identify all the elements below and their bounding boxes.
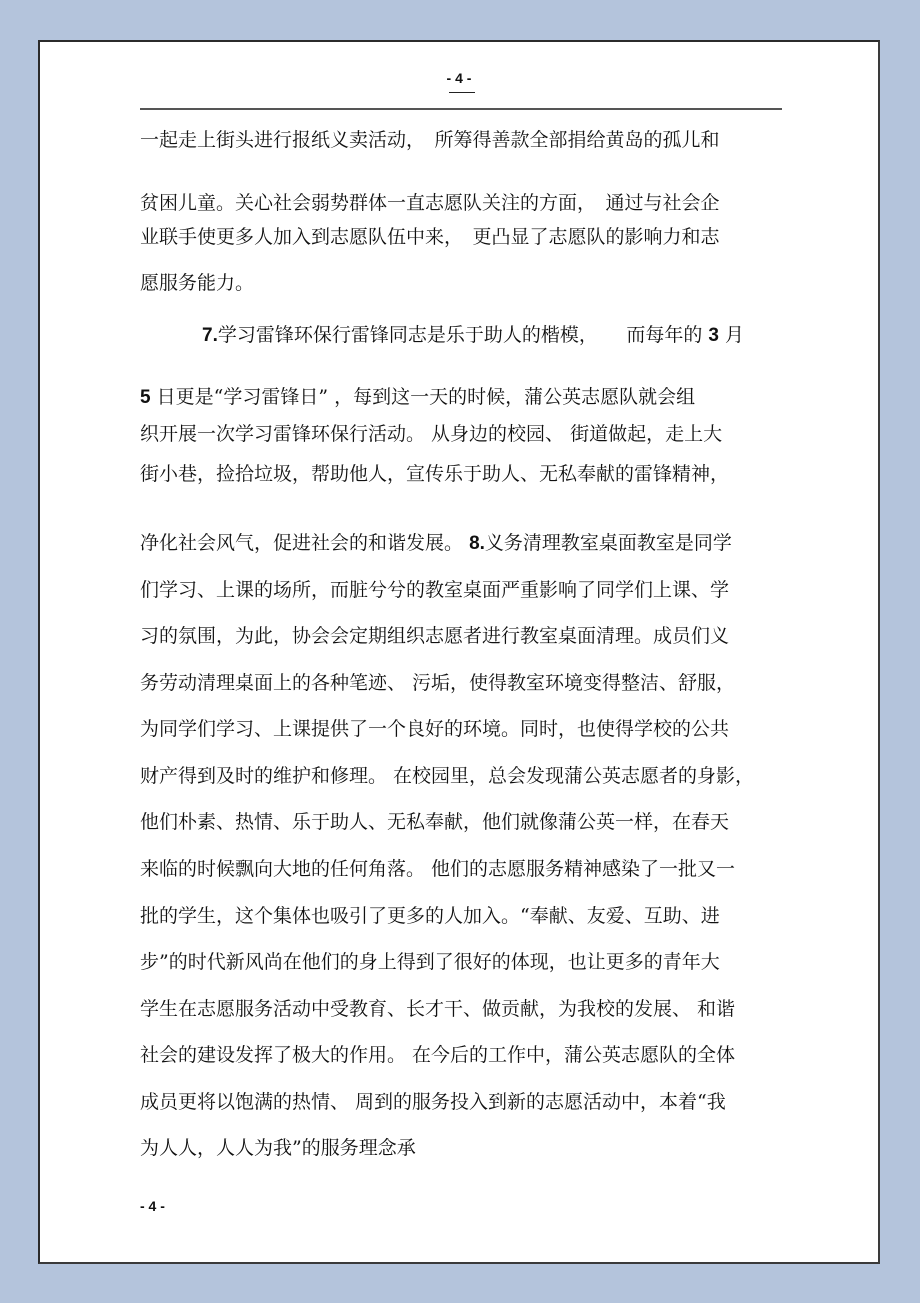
- text-line: 习的氛围，为此，协会会定期组织志愿者进行教室桌面清理。成员们义: [140, 625, 730, 647]
- text-line: [140, 531, 790, 556]
- inline-number: 5: [140, 387, 151, 408]
- inline-number: 3: [708, 325, 719, 346]
- document-page: [38, 40, 880, 1264]
- text-line: 来临的时候飘向大地的任何角落。 他们的志愿服务精神感染了一批又一: [140, 858, 736, 880]
- text-span: 义务清理教室桌面教室是同学: [484, 532, 732, 554]
- text-line: 街小巷，捡拾垃圾，帮助他人，宣传乐于助人、无私奉献的雷锋精神，: [140, 463, 730, 485]
- text-line: 步”的时代新风尚在他们的身上得到了很好的体现，也让更多的青年大: [140, 951, 720, 973]
- text-line: 社会的建设发挥了极大的作用。 在今后的工作中，蒲公英志愿队的全体: [140, 1044, 736, 1066]
- item-number: 8.: [469, 533, 485, 554]
- text-line: 批的学生，这个集体也吸引了更多的人加入。“奉献、友爱、互助、进: [140, 905, 720, 927]
- text-line: [202, 323, 802, 348]
- text-line: [140, 385, 790, 410]
- header-number-underline: [449, 92, 475, 93]
- text-line: 财产得到及时的维护和修理。 在校园里，总会发现蒲公英志愿者的身影，: [140, 765, 755, 787]
- footer-page-number: - 4 -: [140, 1198, 165, 1214]
- text-line: 为同学们学习、上课提供了一个良好的环境。同时，也使得学校的公共: [140, 718, 730, 740]
- text-line: 为人人，人人为我”的服务理念承: [140, 1137, 416, 1159]
- text-line: 贫困儿童。关心社会弱势群体一直志愿队关注的方面， 通过与社会企: [140, 192, 720, 214]
- text-line: 学生在志愿服务活动中受教育、长才干、做贡献，为我校的发展、 和谐: [140, 998, 736, 1020]
- text-span: 日更是“学习雷锋日” ，每到这一天的时候，蒲公英志愿队就会组: [156, 386, 696, 408]
- text-span: 月: [725, 324, 745, 346]
- text-line: 织开展一次学习雷锋环保行活动。 从身边的校园、 街道做起，走上大: [140, 423, 723, 445]
- item-number: 7.: [202, 325, 218, 346]
- header-rule: [140, 108, 782, 110]
- text-line: 一起走上街头进行报纸义卖活动， 所筹得善款全部捐给黄岛的孤儿和: [140, 129, 720, 151]
- text-line: 成员更将以饱满的热情、 周到的服务投入到新的志愿活动中，本着“我: [140, 1091, 726, 1113]
- text-line: 愿服务能力。: [140, 272, 255, 294]
- text-line: 他们朴素、热情、乐于助人、无私奉献，他们就像蒲公英一样，在春天: [140, 811, 730, 833]
- text-span: 学习雷锋环保行雷锋同志是乐于助人的楷模， 而每年的: [217, 324, 703, 346]
- header-page-number: - 4 -: [446, 70, 472, 86]
- text-span: 净化社会风气，促进社会的和谐发展。: [140, 532, 464, 554]
- text-line: 们学习、上课的场所，而脏兮兮的教室桌面严重影响了同学们上课、学: [140, 579, 730, 601]
- text-line: 业联手使更多人加入到志愿队伍中来， 更凸显了志愿队的影响力和志: [140, 226, 720, 248]
- text-line: 务劳动清理桌面上的各种笔迹、 污垢，使得教室环境变得整洁、舒服，: [140, 672, 736, 694]
